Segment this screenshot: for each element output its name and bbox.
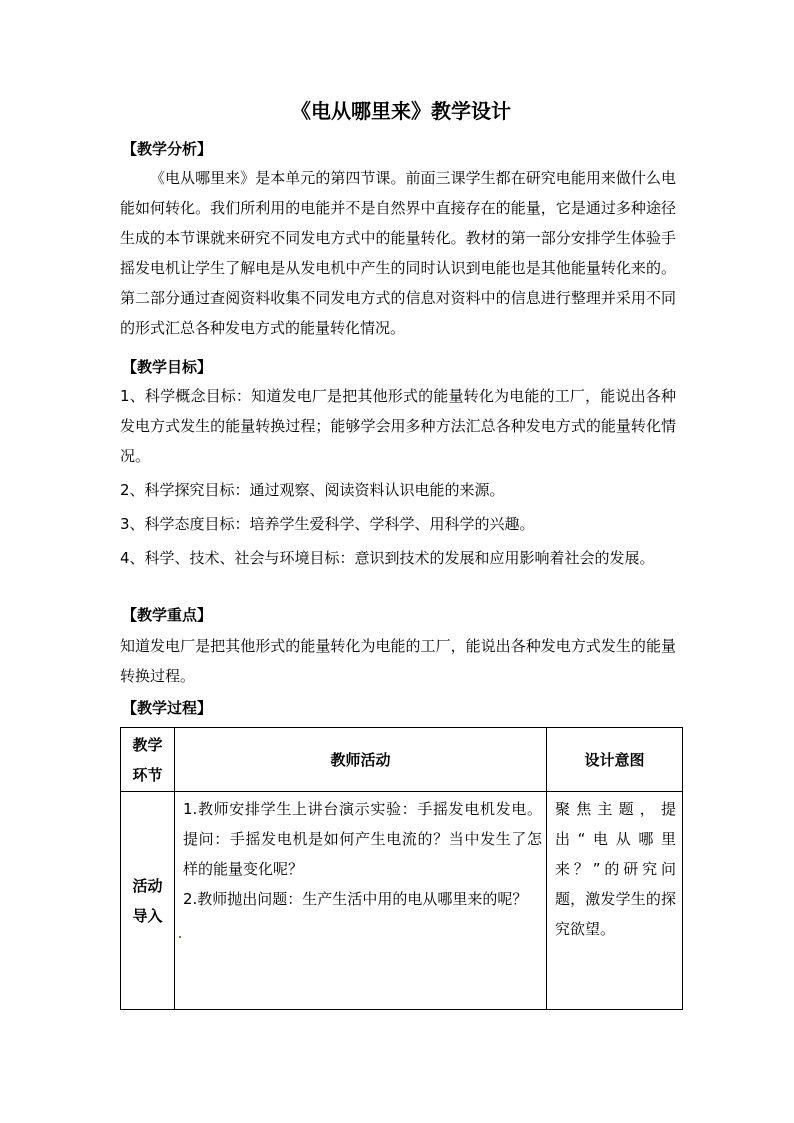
design-intent-text: 聚焦主题，提出“电从哪里来？”的研究问题，激发学生的探究欲望。 (555, 800, 676, 938)
section-heading-goals: 【教学目标】 (122, 358, 213, 376)
goal-item: 1、科学概念目标：知道发电厂是把其他形式的能量转化为电能的工厂，能说出各种发电方式发生的能量转换过程；能够学会用多种方法汇总各种发电方式的能量转化情况。 (120, 387, 676, 465)
goal-item: 4、科学、技术、社会与环境目标：意识到技术的发展和应用影响着社会的发展。 (120, 549, 655, 567)
header-stage: 教学环节 (121, 728, 175, 792)
stray-mark (179, 936, 181, 938)
header-design-intent: 设计意图 (547, 728, 683, 792)
goal-item: 2、科学探究目标：通过观察、阅读资料认识电能的来源。 (120, 481, 505, 499)
keypoints-paragraph: 知道发电厂是把其他形式的能量转化为电能的工厂，能说出各种发电方式发生的能量转换过程。 (120, 637, 676, 685)
goals-list (120, 381, 676, 577)
section-heading-keypoints: 【教学重点】 (122, 606, 213, 624)
table-header-row (121, 728, 683, 792)
stage-cell: 活动导入 (121, 792, 175, 1010)
teacher-activity-step-1: 1.教师安排学生上讲台演示实验：手摇发电机发电。提问：手摇发电机是如何产生电流的？当中发生了怎样的能量变化呢？ (183, 800, 542, 878)
teacher-activity-cell (175, 792, 547, 1010)
design-intent-cell (547, 792, 683, 1010)
process-table (120, 727, 683, 1010)
teacher-activity-step-2: 2.教师抛出问题：生产生活中用的电从哪里来的呢？ (183, 890, 528, 908)
header-teacher-activity: 教师活动 (175, 728, 547, 792)
document-title: 《电从哪里来》教学设计 (291, 99, 511, 123)
section-heading-analysis: 【教学分析】 (122, 140, 213, 158)
section-heading-process: 【教学过程】 (122, 699, 213, 717)
goal-item: 3、科学态度目标：培养学生爱科学、学科学、用科学的兴趣。 (120, 515, 535, 533)
analysis-paragraph: 《电从哪里来》是本单元的第四节课。前面三课学生都在研究电能用来做什么电能如何转化。我们所利用的电能并不是自然界中直接存在的能量，它是通过多种途径生成的本节课就来研究不同发电方式中的能量转化。教材的第一部分安排学生体验手摇发电机让学生了解电是从发电机中产生的同时认识到电能也是其他能量转化来的。第二部分通过查阅资料收集不同发电方式的信息对资料中的信息进行整理并采用不同的形式汇总各种发电方式的能量转化情况。 (120, 169, 676, 337)
table-row (121, 792, 683, 1010)
